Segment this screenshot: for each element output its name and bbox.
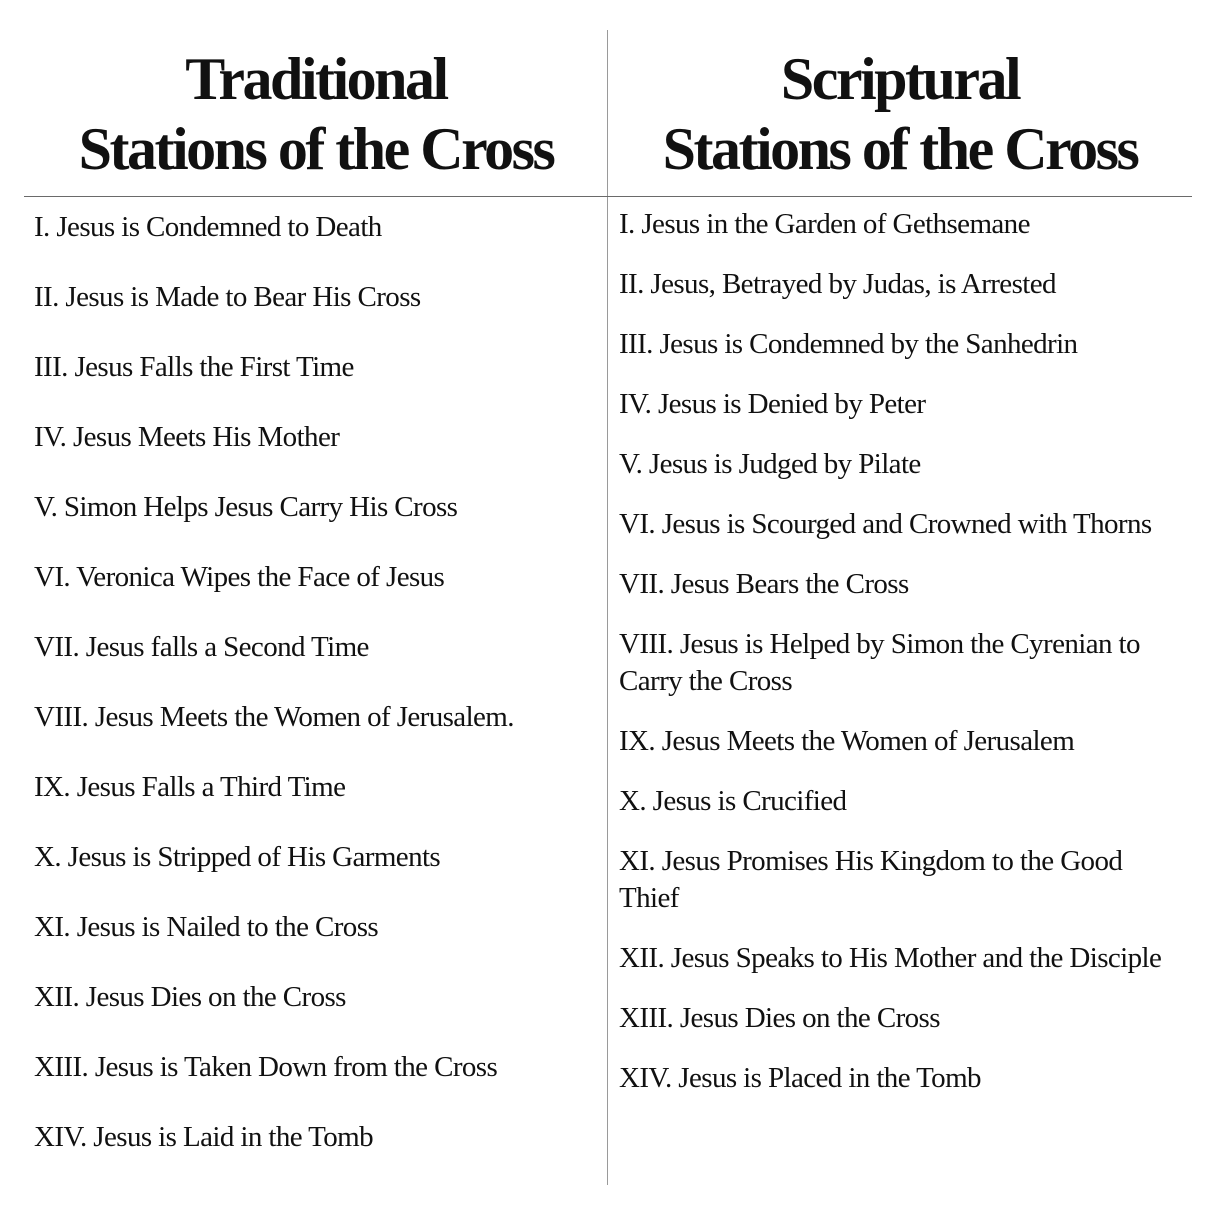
traditional-station: VII. Jesus falls a Second Time (34, 631, 369, 663)
column-divider (607, 30, 608, 1185)
traditional-title-line-1: Traditional (185, 46, 447, 112)
traditional-station: VIII. Jesus Meets the Women of Jerusalem. (34, 701, 514, 733)
traditional-station: I. Jesus is Condemned to Death (34, 211, 382, 243)
scriptural-station: XII. Jesus Speaks to His Mother and the Disciple (619, 942, 1162, 974)
scriptural-stations-list (619, 206, 1179, 1120)
traditional-station: XIV. Jesus is Laid in the Tomb (34, 1121, 373, 1153)
traditional-station: V. Simon Helps Jesus Carry His Cross (34, 491, 458, 523)
traditional-station: IX. Jesus Falls a Third Time (34, 771, 346, 803)
traditional-station: XI. Jesus is Nailed to the Cross (34, 911, 379, 943)
scriptural-station: X. Jesus is Crucified (619, 785, 847, 817)
traditional-column-title (24, 44, 608, 184)
traditional-station: IV. Jesus Meets His Mother (34, 421, 340, 453)
scriptural-station: II. Jesus, Betrayed by Judas, is Arrested (619, 268, 1056, 300)
traditional-stations-list (34, 208, 599, 1188)
scriptural-station: XIII. Jesus Dies on the Cross (619, 1002, 940, 1034)
traditional-station: X. Jesus is Stripped of His Garments (34, 841, 441, 873)
scriptural-title-line-2: Stations of the Cross (662, 116, 1138, 182)
traditional-station: XII. Jesus Dies on the Cross (34, 981, 346, 1013)
traditional-station: VI. Veronica Wipes the Face of Jesus (34, 561, 445, 593)
traditional-station: III. Jesus Falls the First Time (34, 351, 354, 383)
comparison-table (24, 30, 1192, 1185)
traditional-station: II. Jesus is Made to Bear His Cross (34, 281, 421, 313)
scriptural-column-title (608, 44, 1192, 184)
scriptural-station: I. Jesus in the Garden of Gethsemane (619, 208, 1030, 240)
scriptural-title-line-1: Scriptural (780, 46, 1020, 112)
scriptural-station: IX. Jesus Meets the Women of Jerusalem (619, 725, 1075, 757)
scriptural-station: XI. Jesus Promises His Kingdom to the Good Thief (619, 845, 1123, 914)
scriptural-station: V. Jesus is Judged by Pilate (619, 448, 921, 480)
header-divider (24, 196, 1192, 197)
scriptural-station: VI. Jesus is Scourged and Crowned with Thorns (619, 508, 1152, 540)
traditional-station: XIII. Jesus is Taken Down from the Cross (34, 1051, 498, 1083)
scriptural-station: XIV. Jesus is Placed in the Tomb (619, 1062, 981, 1094)
scriptural-station: VII. Jesus Bears the Cross (619, 568, 909, 600)
scriptural-station: IV. Jesus is Denied by Peter (619, 388, 926, 420)
scriptural-station: VIII. Jesus is Helped by Simon the Cyrenian to Carry the Cross (619, 628, 1140, 697)
scriptural-station: III. Jesus is Condemned by the Sanhedrin (619, 328, 1078, 360)
traditional-title-line-2: Stations of the Cross (78, 116, 554, 182)
